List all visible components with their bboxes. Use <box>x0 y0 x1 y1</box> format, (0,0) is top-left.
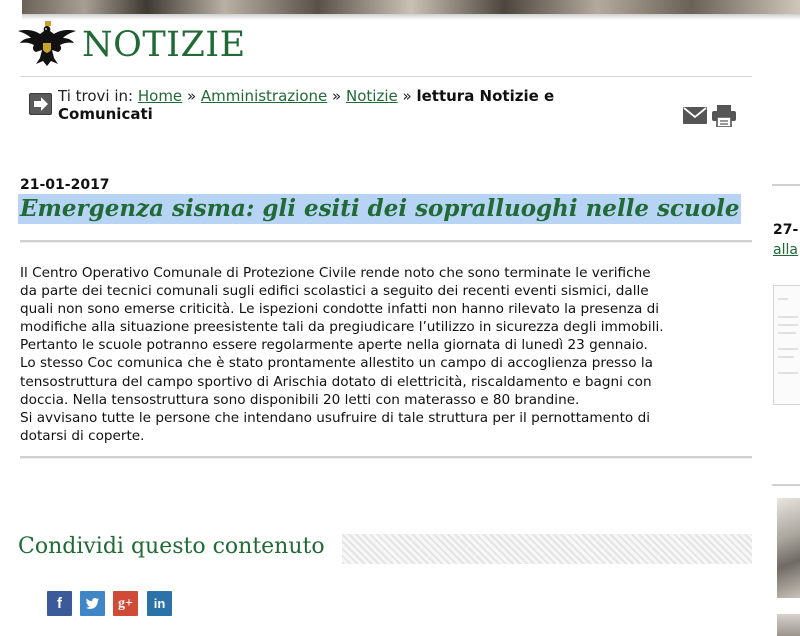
breadcrumb-current-line2: Comunicati <box>58 105 153 123</box>
article-title: Emergenza sisma: gli esiti dei sopralluoghi nelle scuole <box>20 195 740 222</box>
breadcrumb-separator: » <box>402 87 412 105</box>
sidebar-document-thumbnail[interactable] <box>773 285 800 405</box>
sidebar-photo-thumbnail[interactable] <box>777 614 800 636</box>
article-date: 21-01-2017 <box>20 177 110 193</box>
article-line: da parte dei tecnici comunali sugli edifici scolastici a seguito dei recenti eventi sismici, dalle <box>20 283 649 300</box>
article-line: modifiche alla situazione preesistente tali da pregiudicare l’utilizzo in sicurezza degli immobili. <box>20 319 664 336</box>
sidebar-divider <box>772 184 800 186</box>
page-section-title: NOTIZIE <box>82 25 246 65</box>
arrow-right-icon <box>29 93 52 115</box>
facebook-share-button[interactable]: f <box>47 591 72 616</box>
breadcrumb-link-notizie[interactable]: Notizie <box>346 87 398 105</box>
breadcrumb <box>58 87 598 123</box>
header-banner-shadow <box>22 14 800 20</box>
article-line: quali non sono emerse criticità. Le ispezioni condotte infatti non hanno rilevato la presenza di <box>20 301 660 318</box>
breadcrumb-current: lettura Notizie e <box>416 87 555 105</box>
breadcrumb-separator: » <box>332 87 342 105</box>
thumbnail-line <box>778 348 798 350</box>
article-line: dotarsi di coperte. <box>20 427 145 444</box>
article-body <box>20 264 750 445</box>
twitter-share-button[interactable] <box>80 591 105 616</box>
article-line: Lo stesso Coc comunica che è stato prontamente allestito un campo di accoglienza presso la <box>20 355 653 372</box>
article-line: Pertanto le scuole potranno essere regolarmente aperte nella giornata di lunedì 23 gennaio. <box>20 337 648 354</box>
share-title-hatch <box>342 534 752 564</box>
divider <box>20 240 752 243</box>
printer-icon[interactable] <box>712 105 736 127</box>
article-line: doccia. Nella tensostruttura sono disponibili 20 letti con materasso e 80 brandine. <box>20 391 580 408</box>
article-line: Il Centro Operativo Comunale di Protezione Civile rende noto che sono terminate le verifiche <box>20 265 651 281</box>
sidebar-news-date: 27- <box>773 222 799 238</box>
thumbnail-line <box>778 316 798 318</box>
eagle-logo-icon <box>16 20 78 68</box>
thumbnail-line <box>778 332 796 334</box>
thumbnail-line <box>778 356 794 358</box>
breadcrumb-link-home[interactable]: Home <box>137 87 183 105</box>
thumbnail-line <box>778 298 788 300</box>
thumbnail-line <box>778 372 798 374</box>
divider <box>20 456 752 459</box>
article-line: Si avvisano tutte le persone che intendano usufruire di tale struttura per il pernottamento di <box>20 409 650 426</box>
linkedin-share-button[interactable]: in <box>147 591 172 616</box>
breadcrumb-link-amministrazione[interactable]: Amministrazione <box>200 87 328 105</box>
google-plus-share-button[interactable]: g+ <box>113 591 138 616</box>
envelope-icon[interactable] <box>683 107 707 124</box>
header-banner-image <box>22 0 800 14</box>
breadcrumb-prefix: Ti trovi in: <box>58 87 134 105</box>
share-section-title: Condividi questo contenuto <box>18 534 325 559</box>
breadcrumb-bar <box>20 76 752 139</box>
twitter-bird-icon <box>80 591 105 616</box>
sidebar-divider <box>772 484 800 486</box>
article-line: tensostruttura del campo sportivo di Arischia dotato di elettricità, riscaldamento e bagni con <box>20 373 652 390</box>
breadcrumb-separator: » <box>186 87 197 105</box>
sidebar-photo-thumbnail[interactable] <box>777 498 800 598</box>
sidebar-news-link[interactable]: alla <box>773 242 798 258</box>
thumbnail-line <box>778 324 798 326</box>
